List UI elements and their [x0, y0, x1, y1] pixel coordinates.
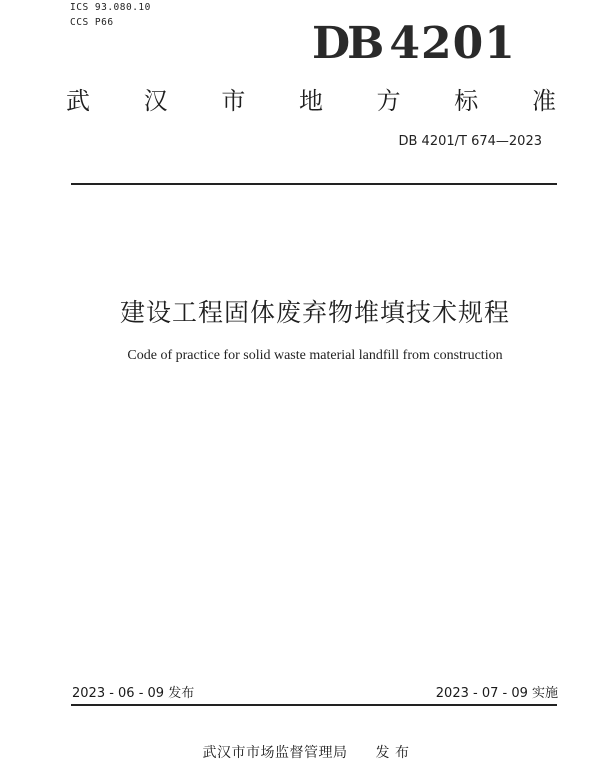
standard-type-char: 地 [298, 87, 323, 115]
standard-type [66, 86, 556, 116]
title-chinese: 建设工程固体废弃物堆填技术规程 [119, 298, 510, 327]
standard-type-char: 武 [66, 87, 90, 115]
standard-type-char: 准 [531, 87, 556, 115]
db-logo-letters: DB [312, 18, 382, 69]
standard-type-char: 方 [376, 87, 401, 115]
top-divider [71, 183, 557, 185]
publish-date: 2023 - 06 - 09 发布 [72, 686, 195, 701]
publisher-name: 武汉市市场监督管理局 [202, 745, 348, 761]
classification-codes [70, 0, 151, 30]
bottom-divider [71, 704, 557, 706]
db-logo-code: 4201 [389, 18, 516, 69]
implement-date: 2023 - 07 - 09 实施 [435, 686, 558, 701]
standard-number: DB 4201/T 674—2023 [398, 134, 542, 149]
title-english: Code of practice for solid waste material landfill from construction [127, 348, 503, 363]
ccs-code: CCS P66 [70, 17, 114, 28]
standard-type-char: 汉 [143, 87, 168, 115]
standard-type-char: 市 [221, 87, 246, 115]
publisher-action: 发 布 [375, 745, 410, 761]
publisher [0, 744, 600, 762]
ics-code: ICS 93.080.10 [70, 2, 151, 13]
standard-type-char: 标 [454, 87, 479, 115]
db-logo [312, 20, 516, 68]
